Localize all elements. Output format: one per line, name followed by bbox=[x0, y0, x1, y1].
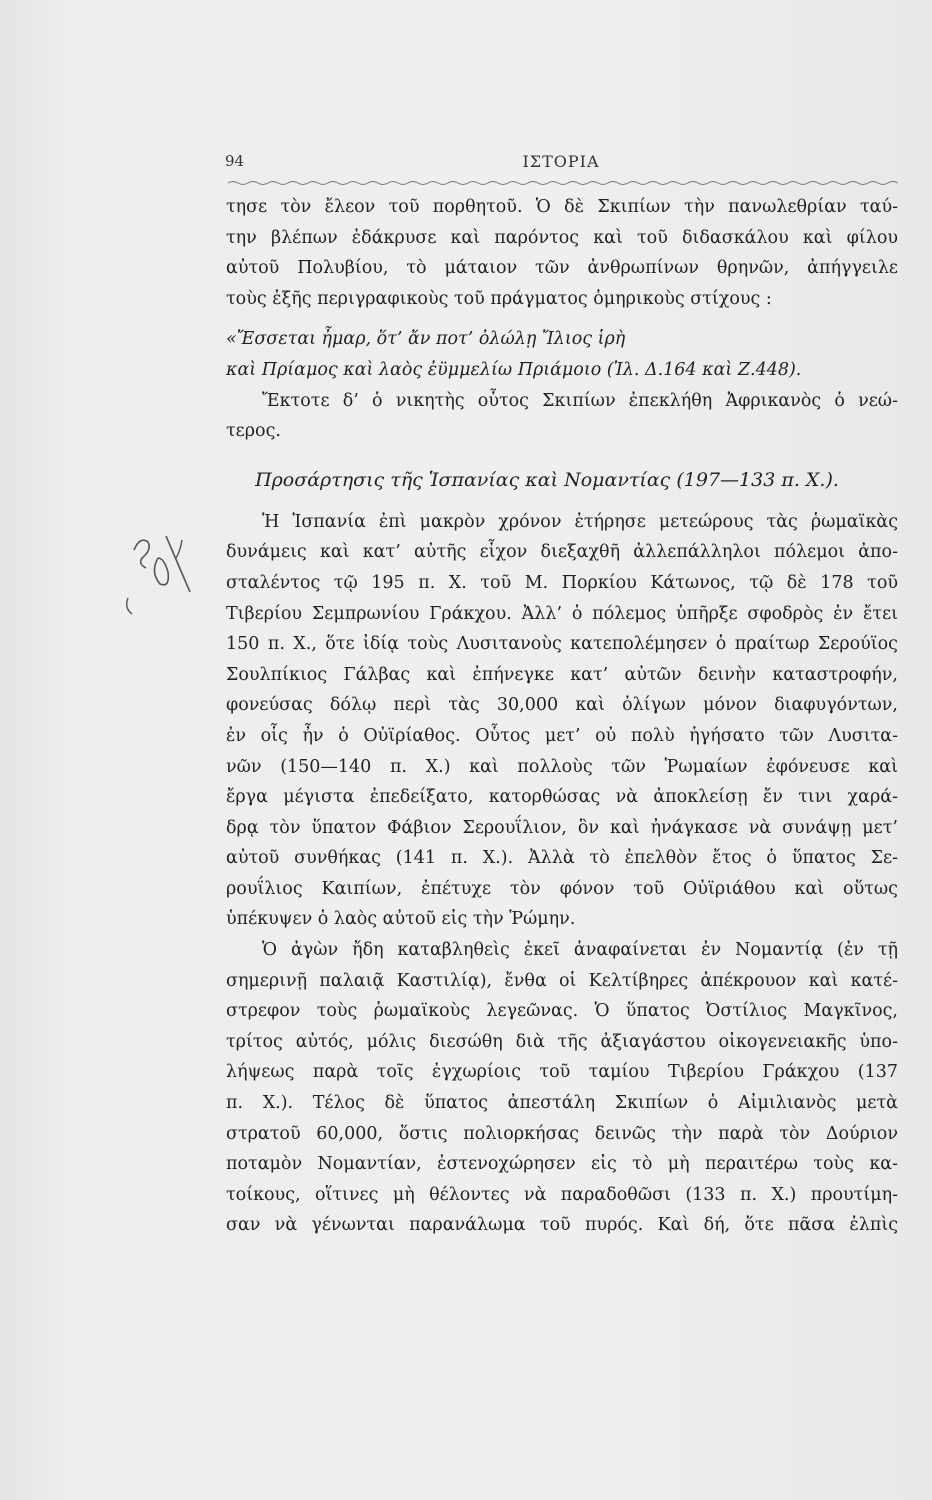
header-rule bbox=[228, 180, 898, 186]
text-line: Ἔκτοτε δ’ ὁ νικητὴς οὗτος Σκιπίων ἐπεκλήθη Ἀφρικανὸς ὁ νεώ- bbox=[262, 390, 898, 411]
paragraph-line: τρίτος αὐτός, μόλις διεσώθη διὰ τῆς ἀξιαγάστου οἰκογενειακῆς ὑπο- bbox=[226, 1031, 898, 1052]
paragraph-line: π. Χ.). Τέλος δὲ ὕπατος ἀπεστάλη Σκιπίων ὁ Αἰμιλιανὸς μετὰ bbox=[226, 1093, 898, 1114]
text-line: αὐτοῦ Πολυβίου, τὸ μάταιον τῶν ἀνθρωπίνων θρηνῶν, ἀπήγγειλε bbox=[226, 258, 898, 279]
paragraph-line: σαν νὰ γένωνται παρανάλωμα τοῦ πυρός. Καὶ δή, ὅτε πᾶσα ἐλπὶς bbox=[226, 1215, 898, 1236]
section-heading: Προσάρτησις τῆς Ἱσπανίας καὶ Νομαντίας (197—133 π. Χ.). bbox=[255, 468, 839, 491]
text-line: τερος. bbox=[226, 421, 281, 442]
paragraph-line: ἐν οἷς ἦν ὁ Οὐϊρίαθος. Οὗτος μετ’ οὐ πολὺ ἡγήσατο τῶν Λυσιτα- bbox=[226, 725, 898, 746]
paragraph-line: ὑπέκυψεν ὁ λαὸς αὐτοῦ εἰς τὴν Ῥώμην. bbox=[226, 909, 576, 930]
paragraph-line: Ὁ ἀγὼν ἤδη καταβληθεὶς ἐκεῖ ἀναφαίνεται ἐν Νομαντίᾳ (ἐν τῇ bbox=[262, 940, 898, 961]
paragraph-line: Τιβερίου Σεμπρωνίου Γράκχου. Ἀλλ’ ὁ πόλεμος ὑπῆρξε σφοδρὸς ἐν ἔτει bbox=[226, 603, 898, 624]
paragraph-line: λήψεως παρὰ τοῖς ἐγχωρίοις τοῦ ταμίου Τιβερίου Γράκχου (137 bbox=[226, 1062, 898, 1083]
text-line: τησε τὸν ἔλεον τοῦ πορθητοῦ. Ὁ δὲ Σκιπίων τὴν πανωλεθρίαν ταύ- bbox=[226, 197, 898, 217]
homer-quote-line: καὶ Πρίαμος καὶ λαὸς ἐϋμμελίω Πριάμοιο (Ἰλ. Δ.164 καὶ Ζ.448). bbox=[226, 359, 802, 380]
page-number: 94 bbox=[225, 152, 245, 170]
paragraph-line: ἔργα μέγιστα ἐπεδείξατο, κατορθώσας νὰ ἀποκλείσῃ ἔν τινι χαρά- bbox=[226, 787, 898, 808]
page-header bbox=[225, 150, 897, 178]
paragraph-line: Σουλπίκιος Γάλβας καὶ ἐπήνεγκε κατ’ αὐτῶν δεινὴν καταστροφήν, bbox=[226, 664, 898, 685]
paragraph-line: ρουΐλιος Καιπίων, ἐπέτυχε τὸν φόνον τοῦ Οὐϊριάθου καὶ οὕτως bbox=[226, 878, 898, 899]
text-line: τοὺς ἑξῆς περιγραφικοὺς τοῦ πράγματος ὁμηρικοὺς στίχους : bbox=[226, 288, 772, 309]
paragraph-line: δρᾳ τὸν ὕπατον Φάβιον Σερουΐλιον, ὃν καὶ ἠνάγκασε νὰ συνάψῃ μετ’ bbox=[226, 817, 898, 838]
paragraph-line: ποταμὸν Νομαντίαν, ἐστενοχώρησεν εἰς τὸ μὴ περαιτέρω τοὺς κα- bbox=[226, 1154, 898, 1175]
paragraph-line: 150 π. Χ., ὅτε ἰδίᾳ τοὺς Λυσιτανοὺς κατεπολέμησεν ὁ πραίτωρ Σερούϊος bbox=[226, 634, 898, 655]
paragraph-line: αὐτοῦ συνθήκας (141 π. Χ.). Ἀλλὰ τὸ ἐπελθὸν ἔτος ὁ ὕπατος Σε- bbox=[226, 848, 898, 869]
text-line: την βλέπων ἐδάκρυσε καὶ παρόντος καὶ τοῦ διδασκάλου καὶ φίλου bbox=[226, 227, 898, 248]
paragraph-line: στρατοῦ 60,000, ὅστις πολιορκήσας δεινῶς τὴν παρὰ τὸν Δούριον bbox=[226, 1123, 898, 1144]
paragraph-line: τοίκους, οἵτινες μὴ θέλοντες νὰ παραδοθῶσι (133 π. Χ.) προυτίμη- bbox=[226, 1184, 898, 1205]
running-title: ΙΣΤΟΡΙΑ bbox=[522, 152, 600, 171]
paragraph-line: σταλέντος τῷ 195 π. Χ. τοῦ Μ. Πορκίου Κάτωνος, τῷ δὲ 178 τοῦ bbox=[226, 572, 898, 593]
page-text bbox=[226, 192, 898, 1241]
paragraph-line: σημερινῇ παλαιᾷ Καστιλίᾳ), ἔνθα οἱ Κελτίβηρες ἀπέκρουον καὶ κατέ- bbox=[226, 970, 898, 991]
paragraph-line: Ἡ Ἱσπανία ἐπὶ μακρὸν χρόνον ἐτήρησε μετεώρους τὰς ῥωμαϊκὰς bbox=[262, 511, 898, 532]
paragraph-line: στρεφον τοὺς ῥωμαϊκοὺς λεγεῶνας. Ὁ ὕπατος Ὀστίλιος Μαγκῖνος, bbox=[226, 1001, 898, 1022]
paragraph-line: φονεύσας δόλῳ περὶ τὰς 30,000 καὶ ὀλίγων μόνον διαφυγόντων, bbox=[226, 695, 898, 716]
homer-quote-line: «Ἔσσεται ἦμαρ, ὅτ’ ἄν ποτ’ ὀλώλῃ Ἴλιος ἱρὴ bbox=[226, 329, 626, 350]
handwritten-margin-mark bbox=[120, 528, 230, 618]
paragraph-line: νῶν (150—140 π. Χ.) καὶ πολλοὺς τῶν Ῥωμαίων ἐφόνευσε καὶ bbox=[226, 756, 898, 777]
paragraph-line: δυνάμεις καὶ κατ’ αὐτῆς εἶχον διεξαχθῆ ἀλλεπάλληλοι πόλεμοι ἀπο- bbox=[226, 542, 898, 563]
